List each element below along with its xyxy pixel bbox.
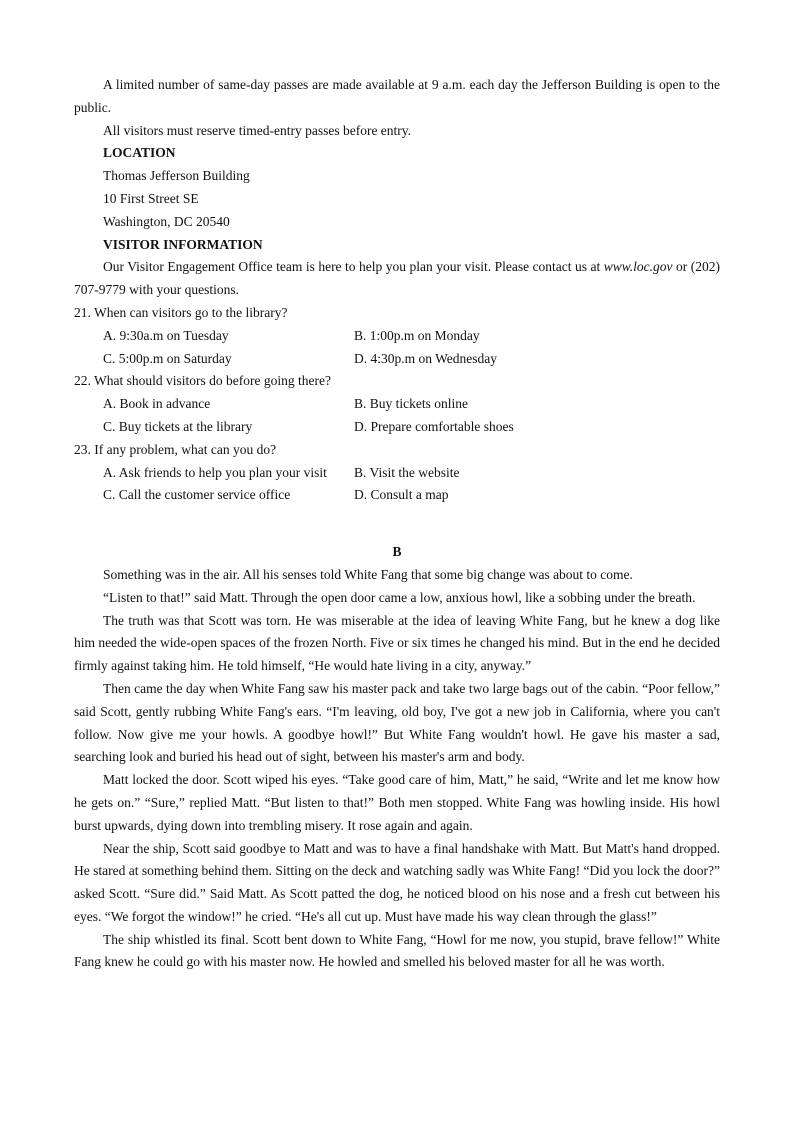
visitor-info-text: Our Visitor Engagement Office team is here to help you plan your visit. Please contact us at xyxy=(103,259,604,275)
story-paragraph-2: “Listen to that!” said Matt. Through the open door came a low, anxious howl, like a sobbing under the breath. xyxy=(103,589,696,605)
location-heading: LOCATION xyxy=(103,145,176,161)
option-a: A. 9:30a.m on Tuesday xyxy=(103,327,229,343)
visitor-info-paragraph xyxy=(74,256,720,302)
story-paragraph-4: Then came the day when White Fang saw his master pack and take two large bags out of the cabin. “Poor fellow,” said Scott, gently rubbing White Fang's ears. “I'm leaving, old boy, I've got a new job in California, where you can't follow. Now give me your howls. A goodbye howl!” But White Fang wouldn't howl. He gave his master a sad, searching look and buried his head out of sight, between his master's arm and body. xyxy=(74,680,720,765)
option-c: C. 5:00p.m on Saturday xyxy=(103,350,232,366)
option-a: A. Ask friends to help you plan your visit xyxy=(103,464,327,480)
story-paragraph-3: The truth was that Scott was torn. He was miserable at the idea of leaving White Fang, but he knew a dog like him needed the wide-open spaces of the frozen North. Five or six times he changed his mind. But in the end he decided firmly against taking him. He told himself, “He would hate living in a city, anyway.” xyxy=(74,612,720,674)
website-link[interactable]: www.loc.gov xyxy=(603,259,673,275)
visitor-info-heading: VISITOR INFORMATION xyxy=(103,236,263,252)
question-23 xyxy=(74,439,720,507)
visitor-info-contact: or (202) 707-9779 with your questions. xyxy=(74,259,720,298)
story-paragraph-1: Something was in the air. All his senses told White Fang that some big change was about to come. xyxy=(103,566,633,582)
option-c: C. Buy tickets at the library xyxy=(103,418,253,434)
question-stem: 22. What should visitors do before going there? xyxy=(74,373,331,389)
story-paragraph-5: Matt locked the door. Scott wiped his eyes. “Take good care of him, Matt,” he said, “Write and let me know how he gets on.” “Sure,” replied Matt. “But listen to that!” Both men stopped. White Fang was howling inside. His howl burst upwards, dying down into trembling misery. It rose again and again. xyxy=(74,772,720,833)
options-grid xyxy=(74,325,720,371)
question-stem: 23. If any problem, what can you do? xyxy=(74,441,277,457)
options-grid xyxy=(74,393,720,439)
option-b: B. Buy tickets online xyxy=(354,396,468,412)
intro-paragraph-2: All visitors must reserve timed-entry passes before entry. xyxy=(103,122,412,138)
question-22 xyxy=(74,370,720,438)
question-21 xyxy=(74,302,720,370)
option-b: B. 1:00p.m on Monday xyxy=(354,327,480,343)
option-c: C. Call the customer service office xyxy=(103,487,291,503)
question-stem: 21. When can visitors go to the library? xyxy=(74,304,288,320)
option-d: D. 4:30p.m on Wednesday xyxy=(354,350,498,366)
story-paragraph-6: Near the ship, Scott said goodbye to Matt and was to have a final handshake with Matt. But Matt's hand dropped. He stared at something behind them. Sitting on the deck and watching sadly was White Fang! “Did you lock the door?” asked Scott. “Sure did.” Said Matt. As Scott patted the dog, he noticed blood on his nose and a fresh cut between his eyes. “We forgot the window!” he cried. “He's all cut up. Must have made his way clean through the glass!” xyxy=(74,840,720,924)
options-grid xyxy=(74,462,720,508)
option-a: A. Book in advance xyxy=(103,396,211,412)
option-b: B. Visit the website xyxy=(354,464,460,480)
address-line-3: Washington, DC 20540 xyxy=(103,213,230,229)
option-d: D. Prepare comfortable shoes xyxy=(354,418,514,434)
section-spacer xyxy=(74,507,720,541)
intro-paragraph-1: A limited number of same-day passes are made available at 9 a.m. each day the Jefferson Building is open to the public. xyxy=(74,77,720,115)
section-b-heading: B xyxy=(392,544,402,560)
story-paragraph-7: The ship whistled its final. Scott bent down to White Fang, “Howl for me now, you stupid, brave fellow!” White Fang knew he could go with his master now. He howled and smelled his beloved master for all he was worth. xyxy=(74,931,720,970)
document-page xyxy=(74,74,720,974)
option-d: D. Consult a map xyxy=(354,487,449,503)
address-line-2: 10 First Street SE xyxy=(103,190,199,206)
address-line-1: Thomas Jefferson Building xyxy=(103,168,250,184)
